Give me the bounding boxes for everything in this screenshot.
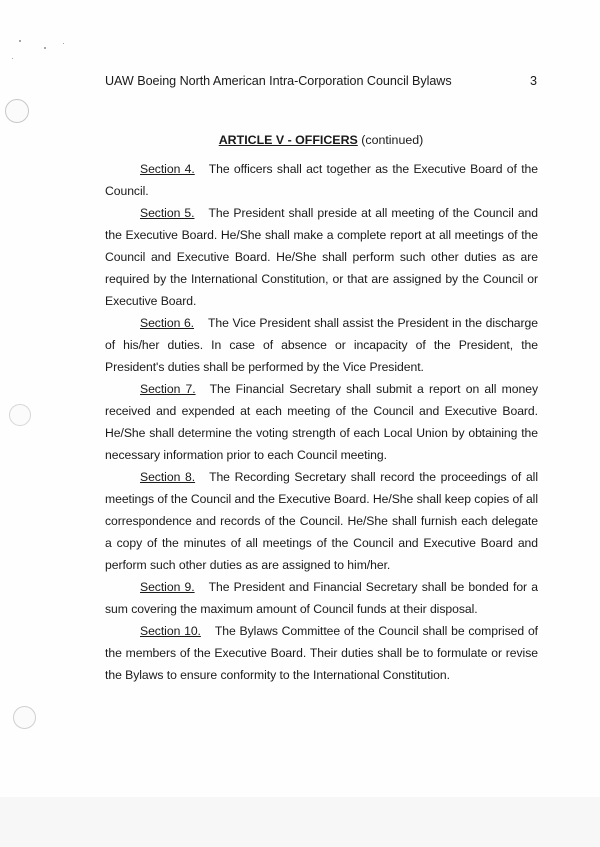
section-paragraph: [105, 202, 538, 312]
section-paragraph: [105, 312, 538, 378]
section-paragraph: [105, 466, 538, 576]
punch-hole-bottom: [13, 706, 36, 729]
section-paragraph: [105, 158, 538, 202]
scan-bottom-margin: [0, 797, 600, 847]
scan-speck: [63, 43, 64, 44]
scan-speck: [19, 40, 21, 42]
section-label: Section 10.: [140, 624, 201, 638]
section-text: The President shall preside at all meeting of the Council and the Executive Board. He/She shall make a complete report at all meetings of the Council and Executive Board. He/She shall perform such other duties as are required by the International Constitution, or that are assigned by the Council or Executive Board.: [105, 206, 539, 308]
page-number: 3: [530, 74, 537, 88]
section-label: Section 9.: [140, 580, 195, 594]
section-paragraph: [105, 576, 538, 620]
article-title: ARTICLE V - OFFICERS: [218, 133, 358, 147]
scan-speck: [12, 58, 13, 59]
scan-speck: [44, 47, 46, 49]
section-label: Section 4.: [140, 162, 195, 176]
punch-hole-top: [5, 99, 29, 123]
section-paragraph: [105, 378, 538, 466]
section-text: The Financial Secretary shall submit a report on all money received and expended at each meeting of the Council and Executive Board. He/She shall determine the voting strength of each Local Union by obtaining the necessary information prior to each Council meeting.: [105, 382, 538, 462]
section-paragraph: [105, 620, 538, 686]
section-label: Section 5.: [140, 206, 195, 220]
document-body: [105, 158, 538, 686]
section-label: Section 7.: [140, 382, 196, 396]
section-text: The Bylaws Committee of the Council shall be comprised of the members of the Executive Board. Their duties shall be to formulate or revise the Bylaws to ensure conformity to the International Constitution.: [105, 624, 539, 682]
section-text: The President and Financial Secretary shall be bonded for a sum covering the maximum amount of Council funds at their disposal.: [105, 580, 538, 616]
section-text: The Recording Secretary shall record the proceedings of all meetings of the Council and the Executive Board. He/She shall keep copies of all correspondence and records of the Council. He/She shall furnish each delegate a copy of the minutes of all meetings of the Council and Executive Board and perform such other duties as are assigned to him/her.: [105, 470, 538, 572]
section-text: The officers shall act together as the Executive Board of the Council.: [105, 162, 539, 198]
section-label: Section 8.: [140, 470, 196, 484]
section-label: Section 6.: [140, 316, 195, 330]
article-heading: [105, 133, 537, 147]
article-continued: (continued): [361, 133, 424, 147]
punch-hole-middle: [9, 404, 31, 426]
document-title: UAW Boeing North American Intra-Corporation Council Bylaws: [105, 74, 452, 88]
section-text: The Vice President shall assist the President in the discharge of his/her duties. In case of absence or incapacity of the President, the President's duties shall be performed by the Vice President.: [105, 316, 539, 374]
